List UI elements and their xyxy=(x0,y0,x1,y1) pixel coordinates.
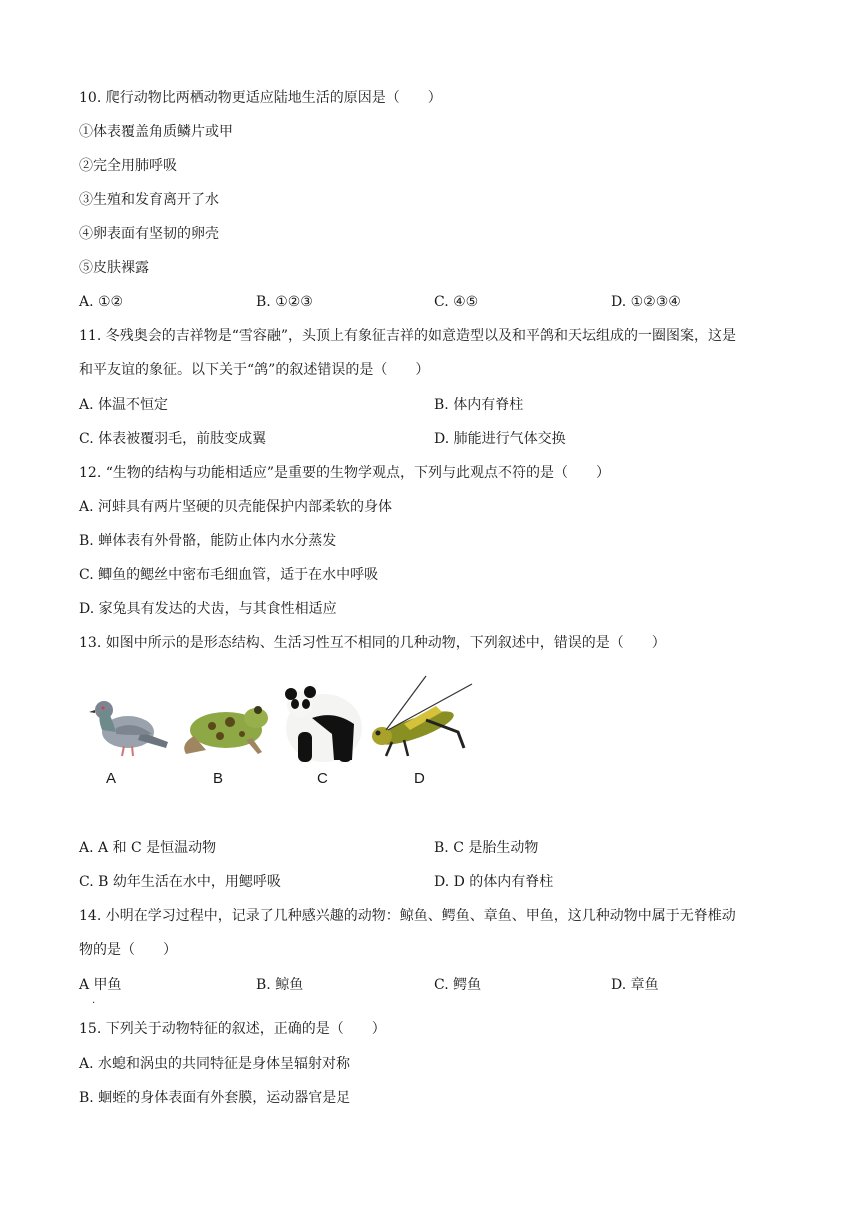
q11-option-a: A. 体温不恒定 xyxy=(79,397,169,413)
q13-stem: 13. 如图中所示的是形态结构、生活习性互不相同的几种动物，下列叙述中，错误的是（ ） xyxy=(79,635,666,651)
q12-option-d: D. 家兔具有发达的犬齿，与其食性相适应 xyxy=(79,601,337,617)
q10-option-a: A. ①② xyxy=(79,294,124,310)
q11-option-b: B. 体内有脊柱 xyxy=(434,397,524,413)
q11-stem-line2: 和平友谊的象征。以下关于“鸽”的叙述错误的是（ ） xyxy=(79,362,430,378)
q14-option-d: D. 章鱼 xyxy=(611,977,659,993)
q14-option-a: A 甲鱼 xyxy=(79,977,122,993)
q14-stem-line2: 物的是（ ） xyxy=(79,942,177,958)
q13-option-a: A. A 和 C 是恒温动物 xyxy=(79,840,217,856)
q13-option-c: C. B 幼年生活在水中，用鳃呼吸 xyxy=(79,874,281,890)
q10-stem: 10. 爬行动物比两栖动物更适应陆地生活的原因是（ ） xyxy=(79,90,442,106)
q15-option-b: B. 蛔蛭的身体表面有外套膜，运动器官是足 xyxy=(79,1090,351,1106)
figure-label-b: B xyxy=(213,770,224,787)
q10-item-5: ⑤皮肤裸露 xyxy=(79,260,149,276)
q12-option-c: C. 鲫鱼的鳃丝中密布毛细血管，适于在水中呼吸 xyxy=(79,567,379,583)
grasshopper-image xyxy=(372,676,472,756)
pigeon-image xyxy=(89,701,168,756)
q15-option-a: A. 水螅和涡虫的共同特征是身体呈辐射对称 xyxy=(79,1056,351,1072)
animals-figure xyxy=(86,670,486,790)
q11-option-c: C. 体表被覆羽毛，前肢变成翼 xyxy=(79,431,267,447)
q10-item-2: ②完全用肺呼吸 xyxy=(79,158,177,174)
figure-label-a: A xyxy=(106,770,117,787)
q11-stem-line1: 11. 冬残奥会的吉祥物是“雪容融”，头顶上有象征吉祥的如意造型以及和平鸽和天坛组成的一圈图案，这是 xyxy=(79,328,737,344)
q12-stem: 12. “生物的结构与功能相适应”是重要的生物学观点，下列与此观点不符的是（ ） xyxy=(79,465,611,481)
q14-stem-line1: 14. 小明在学习过程中，记录了几种感兴趣的动物：鲸鱼、鳄鱼、章鱼、甲鱼，这几种动物中属于无脊椎动 xyxy=(79,908,736,924)
q10-item-3: ③生殖和发育离开了水 xyxy=(79,192,219,208)
q10-item-4: ④卵表面有坚韧的卵壳 xyxy=(79,226,219,242)
q11-option-d: D. 肺能进行气体交换 xyxy=(434,431,566,447)
frog-image xyxy=(184,706,268,754)
panda-image xyxy=(285,686,362,762)
q12-option-a: A. 河蚌具有两片坚硬的贝壳能保护内部柔软的身体 xyxy=(79,499,393,515)
q13-option-d: D. D 的体内有脊柱 xyxy=(434,874,554,890)
q14-option-b: B. 鲸鱼 xyxy=(256,977,304,993)
q10-item-1: ①体表覆盖角质鳞片或甲 xyxy=(79,124,233,140)
q13-option-b: B. C 是胎生动物 xyxy=(434,840,539,856)
q15-stem: 15. 下列关于动物特征的叙述，正确的是（ ） xyxy=(79,1021,386,1037)
q14-option-c: C. 鳄鱼 xyxy=(434,977,482,993)
q10-option-b: B. ①②③ xyxy=(256,294,313,310)
figure-label-c: C xyxy=(317,770,328,787)
figure-label-d: D xyxy=(414,770,425,787)
q10-option-d: D. ①②③④ xyxy=(611,294,681,310)
q14-option-a-dot: . xyxy=(92,995,96,1006)
q10-option-c: C. ④⑤ xyxy=(434,294,479,310)
q12-option-b: B. 蝉体表有外骨骼，能防止体内水分蒸发 xyxy=(79,533,337,549)
